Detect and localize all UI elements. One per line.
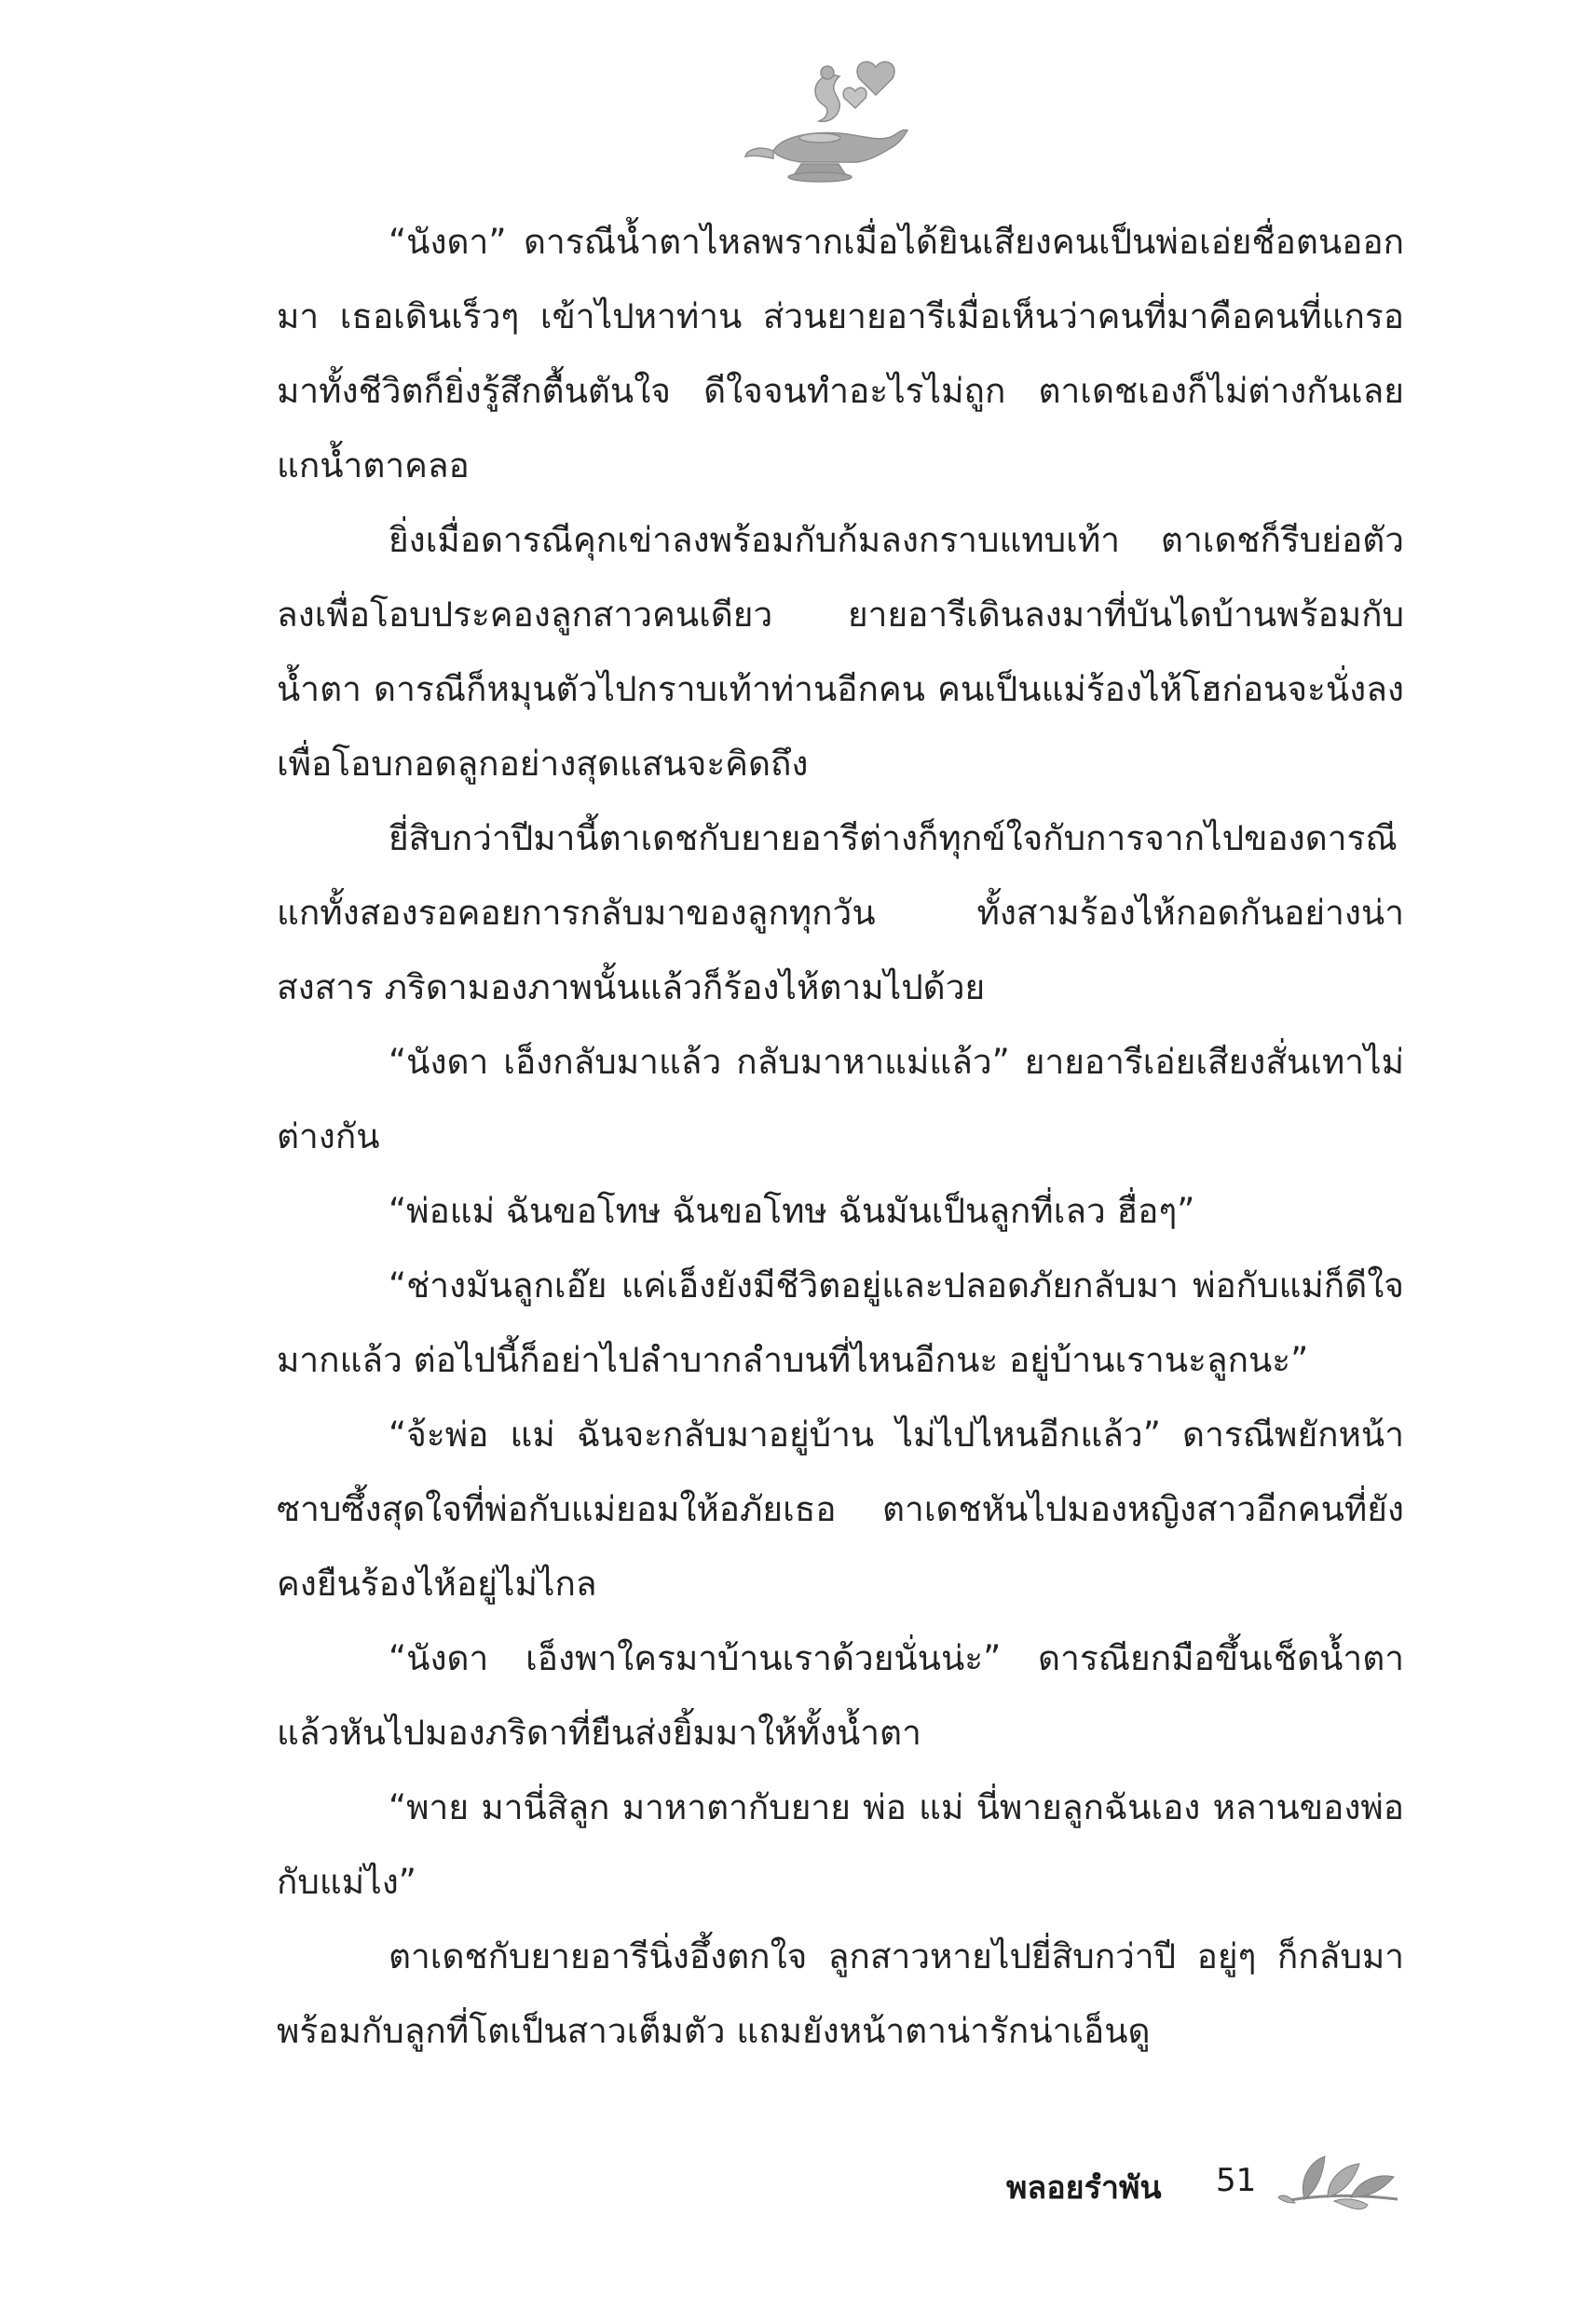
paragraph: “นังดา เอ็งพาใครมาบ้านเราด้วยนั่นน่ะ” ดารณียกมือขึ้นเช็ดน้ำตาแล้วหันไปมองภริดาที่ยืนส่งยิ้มมาให้ทั้งน้ำตา bbox=[277, 1638, 1404, 1753]
paragraph: “นังดา เอ็งกลับมาแล้ว กลับมาหาแม่แล้ว” ยายอารีเอ่ยเสียงสั่นเทาไม่ต่างกัน bbox=[277, 1042, 1404, 1156]
page-number: 51 bbox=[1216, 2162, 1257, 2199]
paragraph: “ช่างมันลูกเอ๊ย แค่เอ็งยังมีชีวิตอยู่และปลอดภัยกลับมา พ่อกับแม่ก็ดีใจมากแล้ว ต่อไปนี้ก็อย่าไปลำบากลำบนที่ไหนอีกนะ อยู่บ้านเรานะลูกนะ” bbox=[277, 1265, 1404, 1380]
body-text bbox=[277, 205, 1404, 2069]
paragraph: “พาย มานี่สิลูก มาหาตากับยาย พ่อ แม่ นี่พายลูกฉันเอง หลานของพ่อกับแม่ไง” bbox=[277, 1787, 1404, 1902]
paragraph: ยิ่งเมื่อดารณีคุกเข่าลงพร้อมกับก้มลงกราบแทบเท้า ตาเดชก็รีบย่อตัวลงเพื่อโอบประคองลูกสาวคนเดียว ยายอารีเดินลงมาที่บันไดบ้านพร้อมกับน้ำตา ดารณีก็หมุนตัวไปกราบเท้าท่านอีกคน คนเป็นแม่ร้องไห้โฮก่อนจะนั่งลงเพื่อโอบกอดลูกอย่างสุดแสนจะคิดถึง bbox=[277, 520, 1404, 784]
paragraph: “พ่อแม่ ฉันขอโทษ ฉันขอโทษ ฉันมันเป็นลูกที่เลว ฮื่อๆ” bbox=[389, 1191, 1195, 1231]
paragraph: “นังดา” ดารณีน้ำตาไหลพรากเมื่อได้ยินเสียงคนเป็นพ่อเอ่ยชื่อตนออกมา เธอเดินเร็วๆ เข้าไปหาท่าน ส่วนยายอารีเมื่อเห็นว่าคนที่มาคือคนที่แกรอมาทั้งชีวิตก็ยิ่งรู้สึกตื้นตันใจ ดีใจจนทำอะไรไม่ถูก ตาเดชเองก็ไม่ต่างกันเลย แกน้ำตาคลอ bbox=[277, 222, 1404, 485]
paragraph: ตาเดชกับยายอารีนิ่งอึ้งตกใจ ลูกสาวหายไปยี่สิบกว่าปี อยู่ๆ ก็กลับมาพร้อมกับลูกที่โตเป็นสาวเต็มตัว แถมยังหน้าตาน่ารักน่าเอ็นดู bbox=[277, 1936, 1404, 2051]
page-footer bbox=[978, 2143, 1407, 2218]
genie-lamp-icon bbox=[736, 48, 922, 188]
paragraph: “จ้ะพ่อ แม่ ฉันจะกลับมาอยู่บ้าน ไม่ไปไหนอีกแล้ว” ดารณีพยักหน้าซาบซึ้งสุดใจที่พ่อกับแม่ยอมให้อภัยเธอ ตาเดชหันไปมองหญิงสาวอีกคนที่ยังคงยืนร้องไห้อยู่ไม่ไกล bbox=[277, 1415, 1404, 1604]
running-title: พลอยรำพัน bbox=[1006, 2169, 1162, 2207]
leaf-sprig-icon bbox=[1276, 2143, 1407, 2218]
paragraph: ยี่สิบกว่าปีมานี้ตาเดชกับยายอารีต่างก็ทุกข์ใจกับการจากไปของดารณี แกทั้งสองรอคอยการกลับมาของลูกทุกวัน ทั้งสามร้องไห้กอดกันอย่างน่าสงสาร ภริดามองภาพนั้นแล้วก็ร้องไห้ตามไปด้วย bbox=[277, 818, 1404, 1007]
